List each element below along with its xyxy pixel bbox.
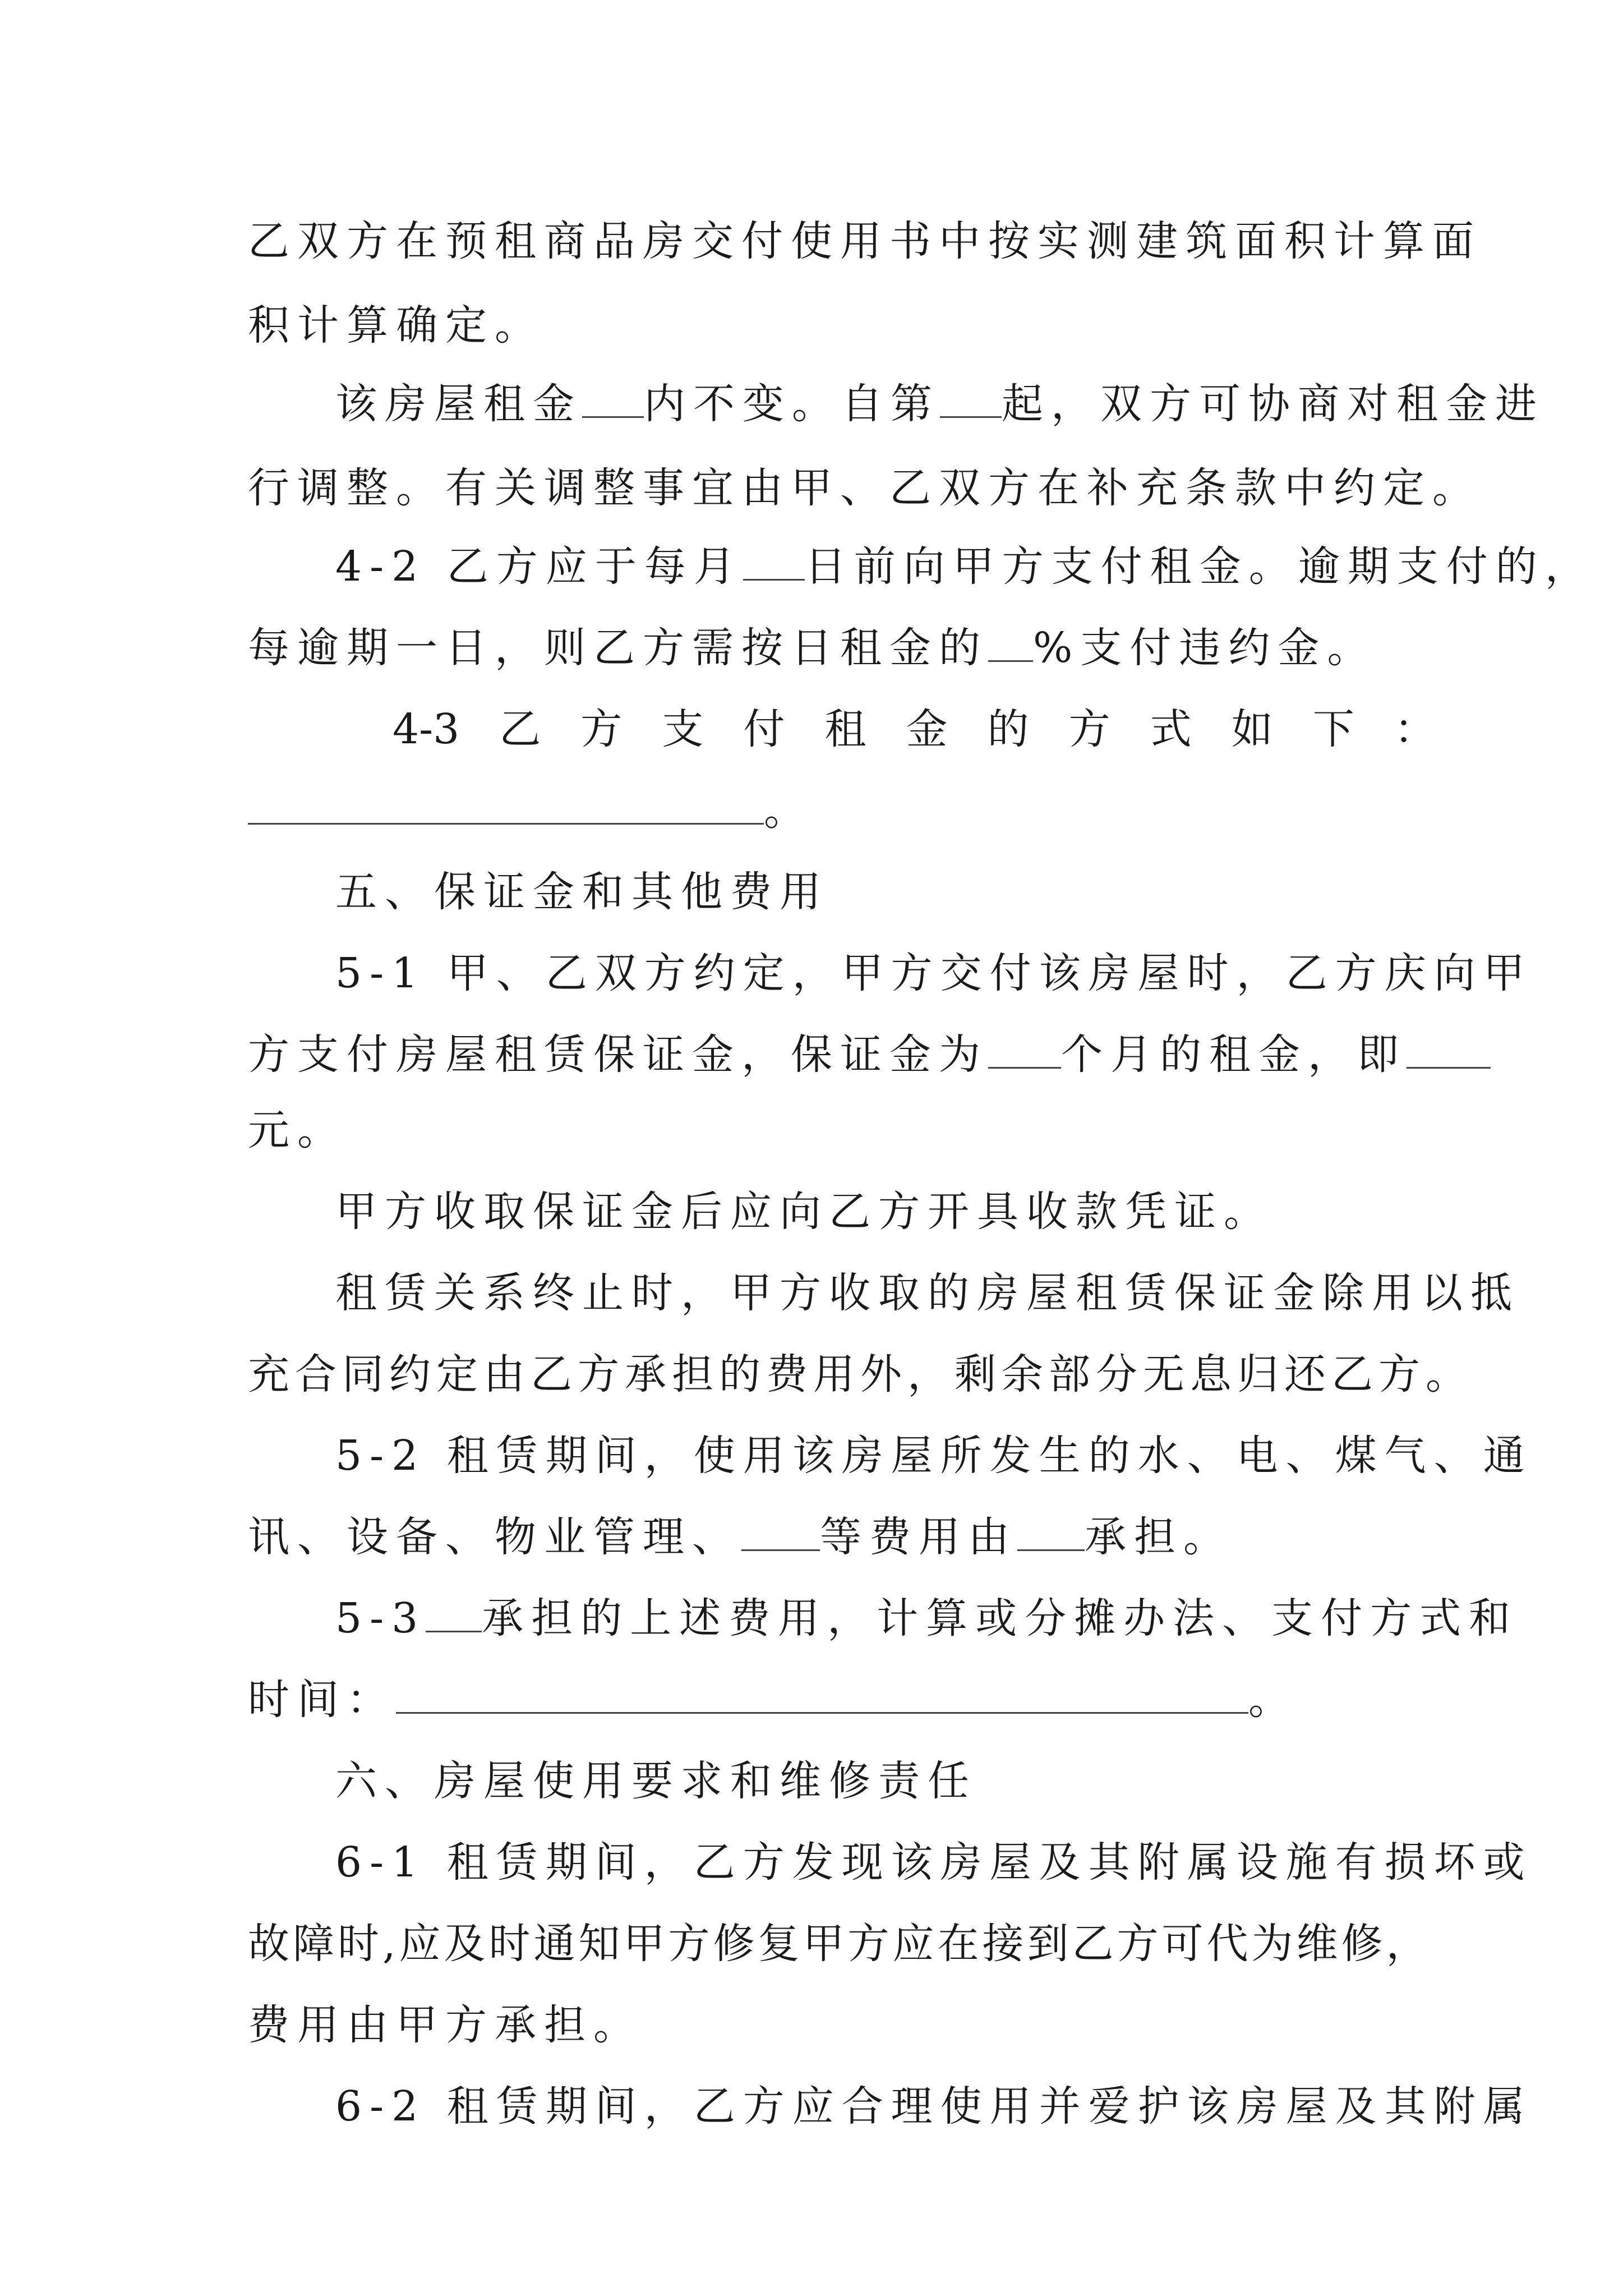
line-text: 讯、设备、物业管理、 xyxy=(248,1513,741,1561)
text-line xyxy=(335,1265,1520,1321)
fill-blank xyxy=(396,1675,1248,1714)
fill-blank xyxy=(426,1594,482,1632)
line-text: 起，双方可协商对租金进 xyxy=(1002,380,1544,428)
text-line xyxy=(248,1102,1386,1158)
line-text: 4-2 乙方应于每月 xyxy=(335,542,743,591)
fill-blank xyxy=(743,542,805,581)
fill-blank xyxy=(741,1512,820,1551)
word: 4-3 xyxy=(393,705,460,753)
word: ： xyxy=(1394,705,1436,753)
line-text: 5-3 xyxy=(335,1594,426,1642)
text-line xyxy=(248,1916,1431,1972)
line-text: %支付违约金。 xyxy=(1033,624,1377,672)
line-text: 6-1 租赁期间，乙方发现该房屋及其附属设施有损坏或 xyxy=(335,1838,1533,1887)
text-line-justified xyxy=(393,701,1436,757)
text-line xyxy=(335,376,1544,432)
line-text: 该房屋租金 xyxy=(335,380,582,428)
word: 支 xyxy=(662,705,704,753)
line-text: 。 xyxy=(1248,1676,1298,1724)
line-text: 租赁关系终止时，甲方收取的房屋租赁保证金除用以抵 xyxy=(335,1269,1520,1317)
text-line xyxy=(248,1027,1407,1083)
text-line xyxy=(335,1184,1474,1240)
word: 式 xyxy=(1150,705,1192,753)
fill-blank xyxy=(1017,1512,1085,1551)
word: 下 xyxy=(1312,705,1354,753)
text-line xyxy=(248,783,1386,839)
line-text: 积计算确定。 xyxy=(248,301,544,349)
line-text: 行调整。有关调整事宜由甲、乙双方在补充条款中约定。 xyxy=(248,464,1482,512)
text-line xyxy=(335,2078,1533,2134)
line-text: 承担的上述费用，计算或分摊办法、支付方式和 xyxy=(482,1594,1519,1642)
heading-text: 六、房屋使用要求和维修责任 xyxy=(335,1757,977,1805)
text-line xyxy=(335,1834,1533,1890)
line-text: 日前向甲方支付租金。逾期支付的， xyxy=(804,542,1594,591)
text-line xyxy=(335,539,1594,595)
text-line xyxy=(248,297,1386,353)
word: 乙 xyxy=(499,705,541,753)
line-text: 5-2 租赁期间，使用该房屋所发生的水、电、煤气、通 xyxy=(335,1432,1533,1480)
text-line xyxy=(248,620,1386,676)
line-text: 内不变。自第 xyxy=(644,380,940,428)
line-text: 5-1 甲、乙双方约定，甲方交付该房屋时，乙方庆向甲 xyxy=(335,949,1533,997)
text-line xyxy=(335,1428,1533,1484)
word: 的 xyxy=(987,705,1029,753)
line-text: 6-2 租赁期间，乙方应合理使用并爱护该房屋及其附属 xyxy=(335,2082,1533,2131)
text-line xyxy=(248,1509,1386,1565)
text-line xyxy=(248,1997,1386,2053)
line-text: 费用由甲方承担。 xyxy=(248,2001,643,2049)
text-line xyxy=(335,1590,1519,1646)
word: 如 xyxy=(1231,705,1273,753)
word: 方 xyxy=(1068,705,1110,753)
fill-blank xyxy=(988,623,1033,662)
text-line xyxy=(248,1672,1386,1728)
line-text: 每逾期一日，则乙方需按日租金的 xyxy=(248,624,988,672)
fill-blank xyxy=(582,379,644,418)
fill-blank xyxy=(940,379,1002,418)
line-text: 充合同约定由乙方承担的费用外，剩余部分无息归还乙方。 xyxy=(248,1350,1473,1398)
word: 付 xyxy=(743,705,785,753)
text-line xyxy=(248,213,1482,269)
line-text: 等费用由 xyxy=(820,1513,1017,1561)
text-line xyxy=(335,945,1533,1001)
heading-text: 五、保证金和其他费用 xyxy=(335,868,829,916)
line-text: 个月的租金，即 xyxy=(1061,1030,1407,1079)
line-text: 甲方收取保证金后应向乙方开具收款凭证。 xyxy=(335,1188,1273,1236)
fill-blank xyxy=(988,1030,1061,1069)
line-text: 承担。 xyxy=(1085,1513,1233,1561)
line-text: 乙双方在预租商品房交付使用书中按实测建筑面积计算面 xyxy=(248,217,1482,265)
text-line xyxy=(248,1346,1473,1402)
line-text: 方支付房屋租赁保证金，保证金为 xyxy=(248,1030,988,1079)
line-text: 元。 xyxy=(248,1106,347,1154)
section-heading xyxy=(335,864,1474,920)
word: 方 xyxy=(580,705,623,753)
line-text: 故障时,应及时通知甲方修复甲方应在接到乙方可代为维修， xyxy=(248,1920,1431,1968)
fill-blank xyxy=(1407,1030,1491,1069)
word: 金 xyxy=(906,705,948,753)
word: 租 xyxy=(824,705,866,753)
section-heading xyxy=(335,1753,1474,1809)
text-line xyxy=(248,460,1482,516)
fill-blank xyxy=(248,786,764,825)
line-text: 时间： xyxy=(248,1676,396,1724)
line-text: 。 xyxy=(764,786,813,835)
